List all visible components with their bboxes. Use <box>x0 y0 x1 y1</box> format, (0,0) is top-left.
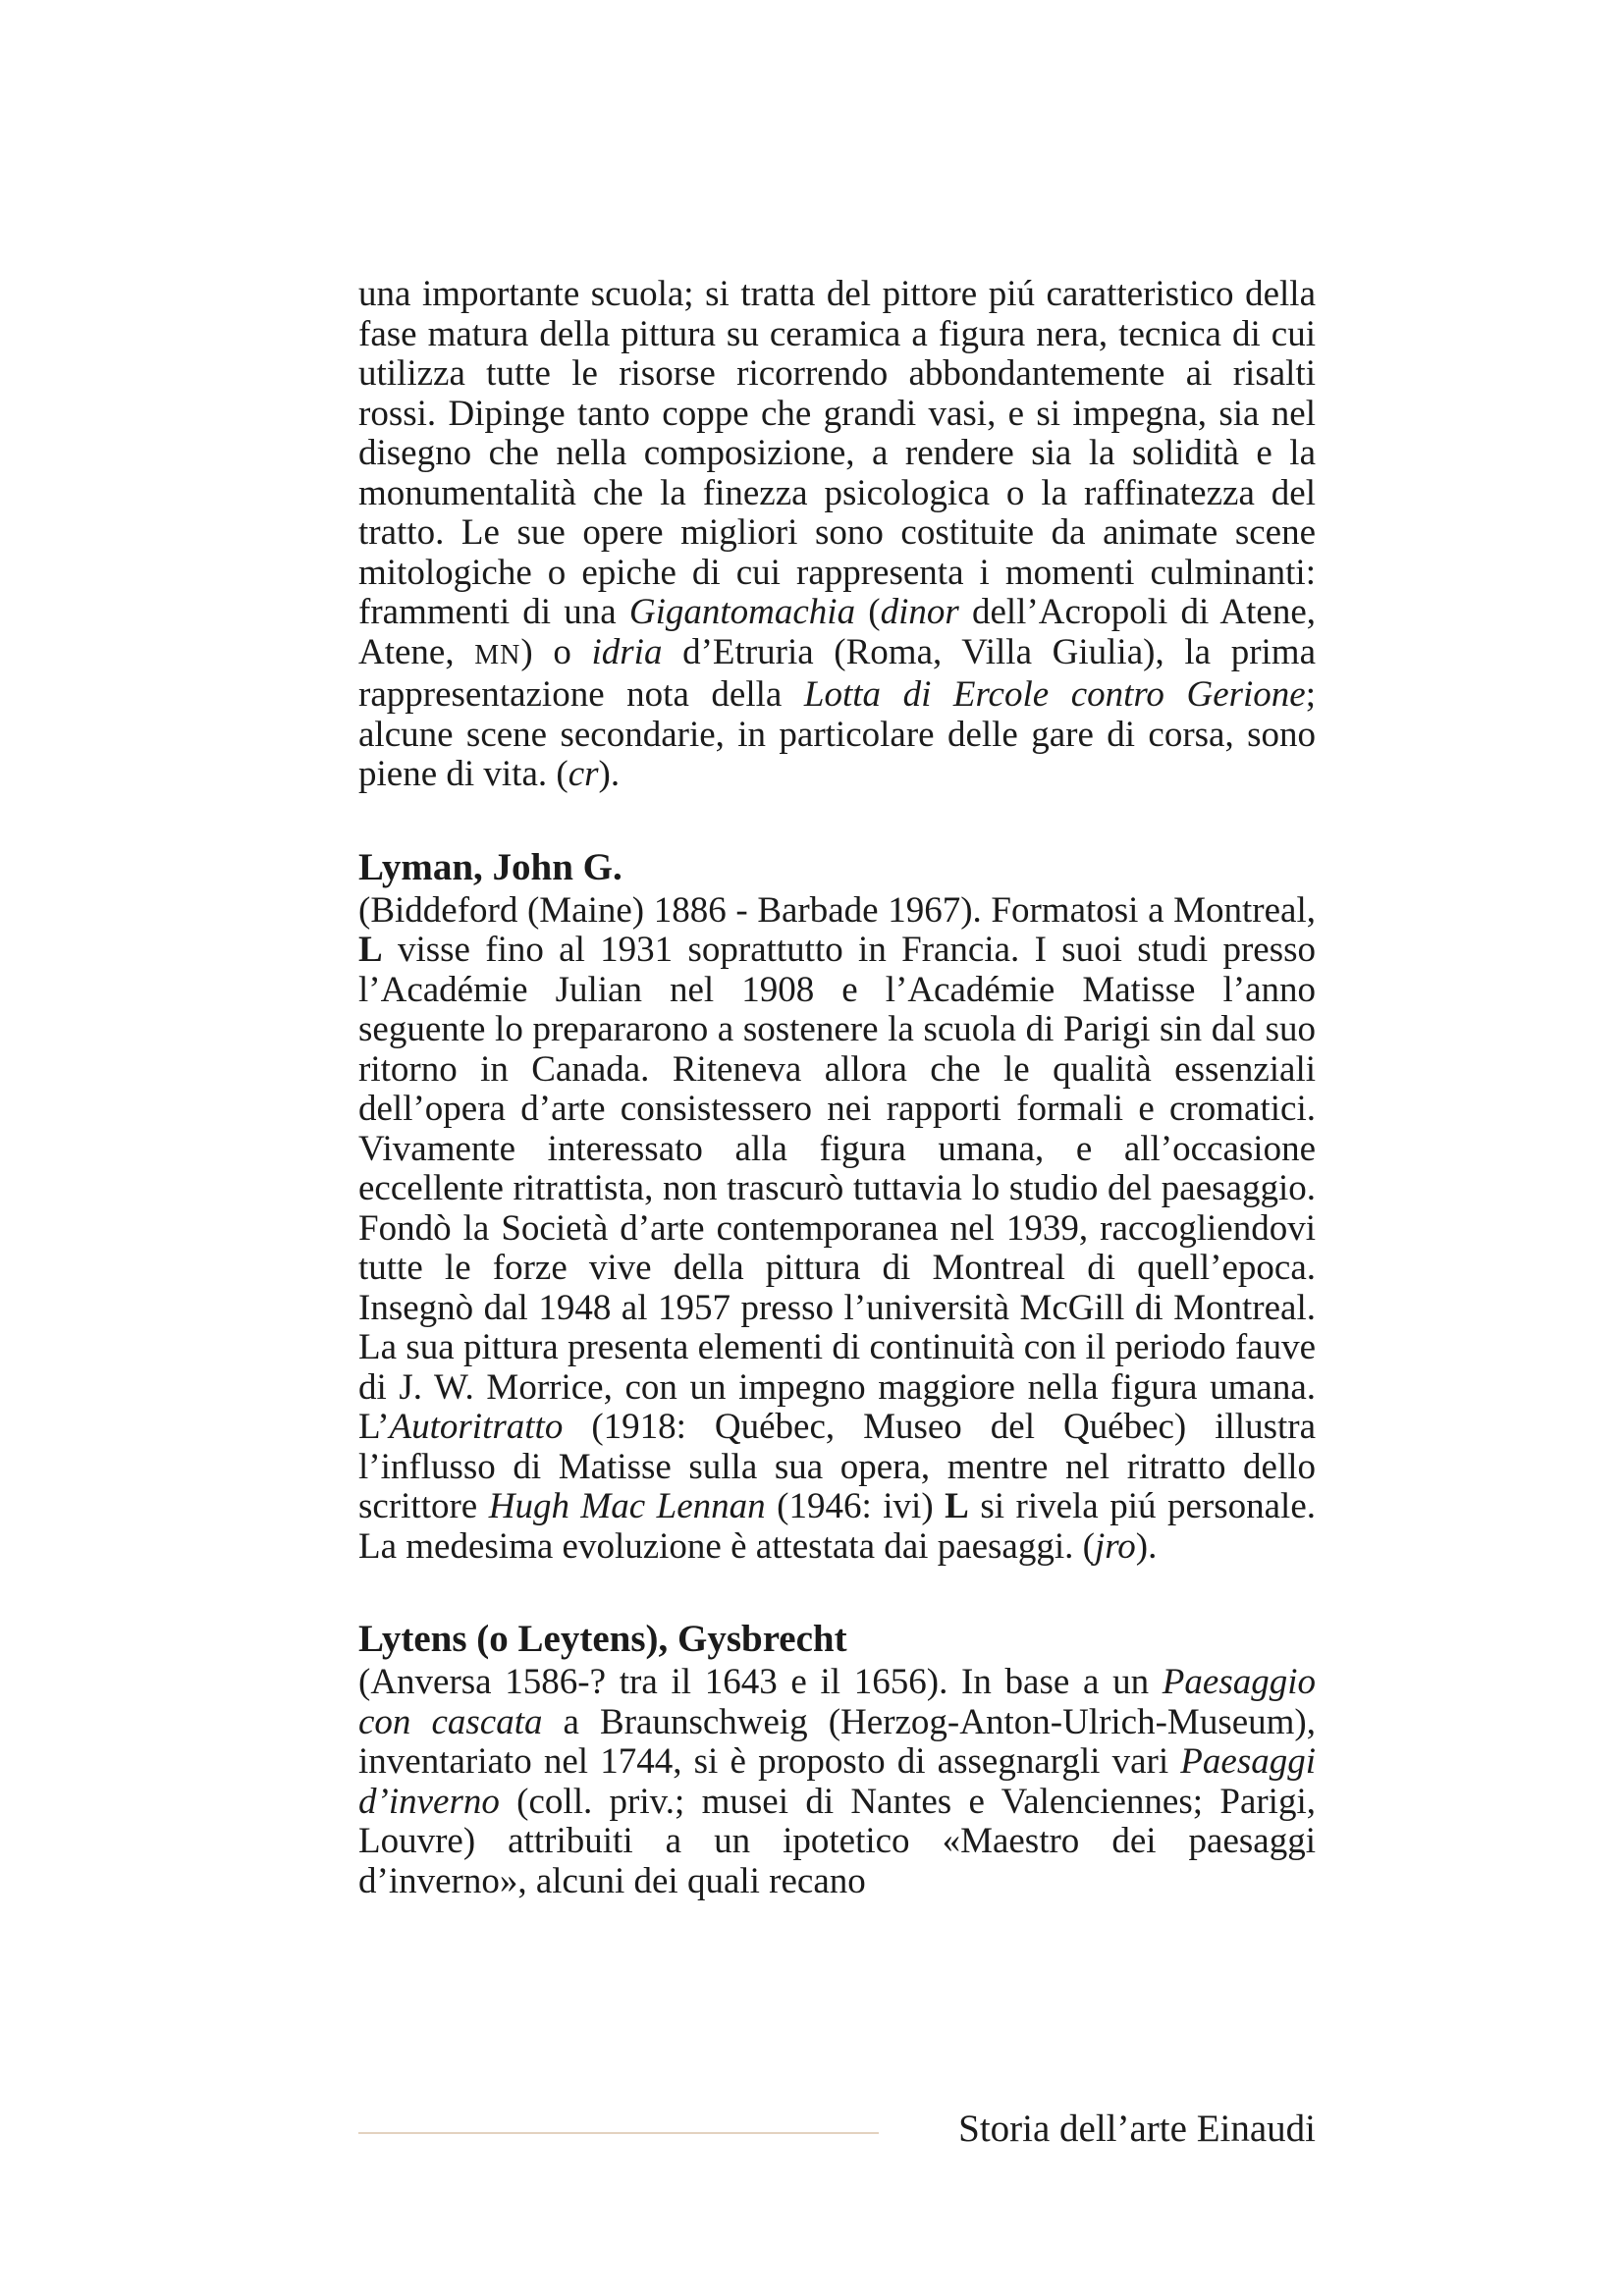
text-run: si rivela piú personale. La medesima evoluzione è attestata dai paesaggi. ( <box>358 1486 1316 1567</box>
italic-run: cr <box>568 754 599 794</box>
italic-run: Hugh Mac Lennan <box>488 1486 766 1526</box>
footer-label: Storia dell’arte Einaudi <box>958 2108 1316 2150</box>
text-run: una importante scuola; si tratta del pittore piú caratteristico della fase matura della pittura su ceramica a figura nera, tecnica di cui utilizza tutte le risorse ricorrendo abbondantemente ai risalti rossi. Dipinge tanto coppe che grandi vasi, e si impegna, sia nel disegno che nella composizione, a rendere sia la solidità e la monumentalità che la finezza psicologica o la raffinatezza del tratto. Le sue opere migliori sono costituite da animate scene mitologiche o epiche di cui rappresenta i momenti culminanti: frammenti di una <box>358 274 1316 632</box>
page-footer <box>358 2101 1316 2160</box>
italic-run: idria <box>591 631 663 672</box>
entry-body-lyman <box>358 891 1316 1568</box>
bold-run: L <box>945 1486 969 1526</box>
italic-run: Paesaggio con cascata <box>358 1662 1316 1742</box>
small-caps-run: MN <box>474 639 521 670</box>
text-run: ). <box>598 754 621 794</box>
text-run: a Braunschweig (Herzog-Anton-Ulrich-Museum), inventariato nel 1744, si è proposto di assegnargli vari <box>358 1701 1316 1782</box>
italic-run: jro <box>1094 1525 1136 1567</box>
italic-run: Lotta di Ercole contro Gerione <box>803 674 1306 715</box>
text-run: (Biddeford (Maine) 1886 - Barbade 1967). Formatosi a Montreal, <box>358 889 1316 931</box>
text-run: dell’Acropoli di Atene, Atene, <box>358 592 1316 672</box>
text-run: (coll. priv.; musei di Nantes e Valenciennes; Parigi, Louvre) attribuiti a un ipotetico «Maestro dei paesaggi d’inverno», alcuni dei quali recano <box>358 1781 1316 1901</box>
entry-body-lytens <box>358 1663 1316 1901</box>
text-run: (Anversa 1586-? tra il 1643 e il 1656). In base a un <box>358 1662 1163 1702</box>
text-run: ). <box>1135 1525 1158 1567</box>
italic-run: Gigantomachia <box>628 592 856 632</box>
text-run: ; alcune scene secondarie, in particolare delle gare di corsa, sono piene di vita. ( <box>358 674 1316 794</box>
footer-rule <box>358 2132 879 2134</box>
text-run: (1946: ivi) <box>765 1486 946 1526</box>
italic-run: Paesaggi d’inverno <box>358 1741 1316 1822</box>
text-run: ( <box>855 592 881 632</box>
text-run: ) o <box>520 631 592 672</box>
entry-title-lytens: Lytens (o Leytens), Gysbrecht <box>358 1618 847 1660</box>
entry-title-lyman: Lyman, John G. <box>358 845 622 888</box>
document-body <box>358 275 1316 1901</box>
text-run: (1918: Québec, Museo del Québec) illustra l’influsso di Matisse sulla sua opera, mentre nel ritratto dello scrittore <box>358 1407 1316 1526</box>
italic-run: Autoritratto <box>389 1407 564 1447</box>
bold-run: L <box>358 930 383 970</box>
italic-run: dinor <box>880 592 959 632</box>
text-run: d’Etruria (Roma, Villa Giulia), la prima rappresentazione nota della <box>358 631 1316 715</box>
continued-paragraph <box>358 275 1316 795</box>
text-run: visse fino al 1931 soprattutto in Francia. I suoi studi presso l’Académie Julian nel 1908 e l’Académie Matisse l’anno seguente lo prepararono a sostenere la scuola di Parigi sin dal suo ritorno in Canada. Riteneva allora che le qualità essenziali dell’opera d’arte consistessero nei rapporti formali e cromatici. Vivamente interessato alla figura umana, e all’occasione eccellente ritrattista, non trascurò tuttavia lo studio del paesaggio. Fondò la Società d’arte contemporanea nel 1939, raccogliendovi tutte le forze vive della pittura di Montreal di quell’epoca. Insegnò dal 1948 al 1957 presso l’università McGill di Montreal. La sua pittura presenta elementi di continuità con il periodo fauve di J. W. Morrice, con un impegno maggiore nella figura umana. L’ <box>358 930 1316 1447</box>
